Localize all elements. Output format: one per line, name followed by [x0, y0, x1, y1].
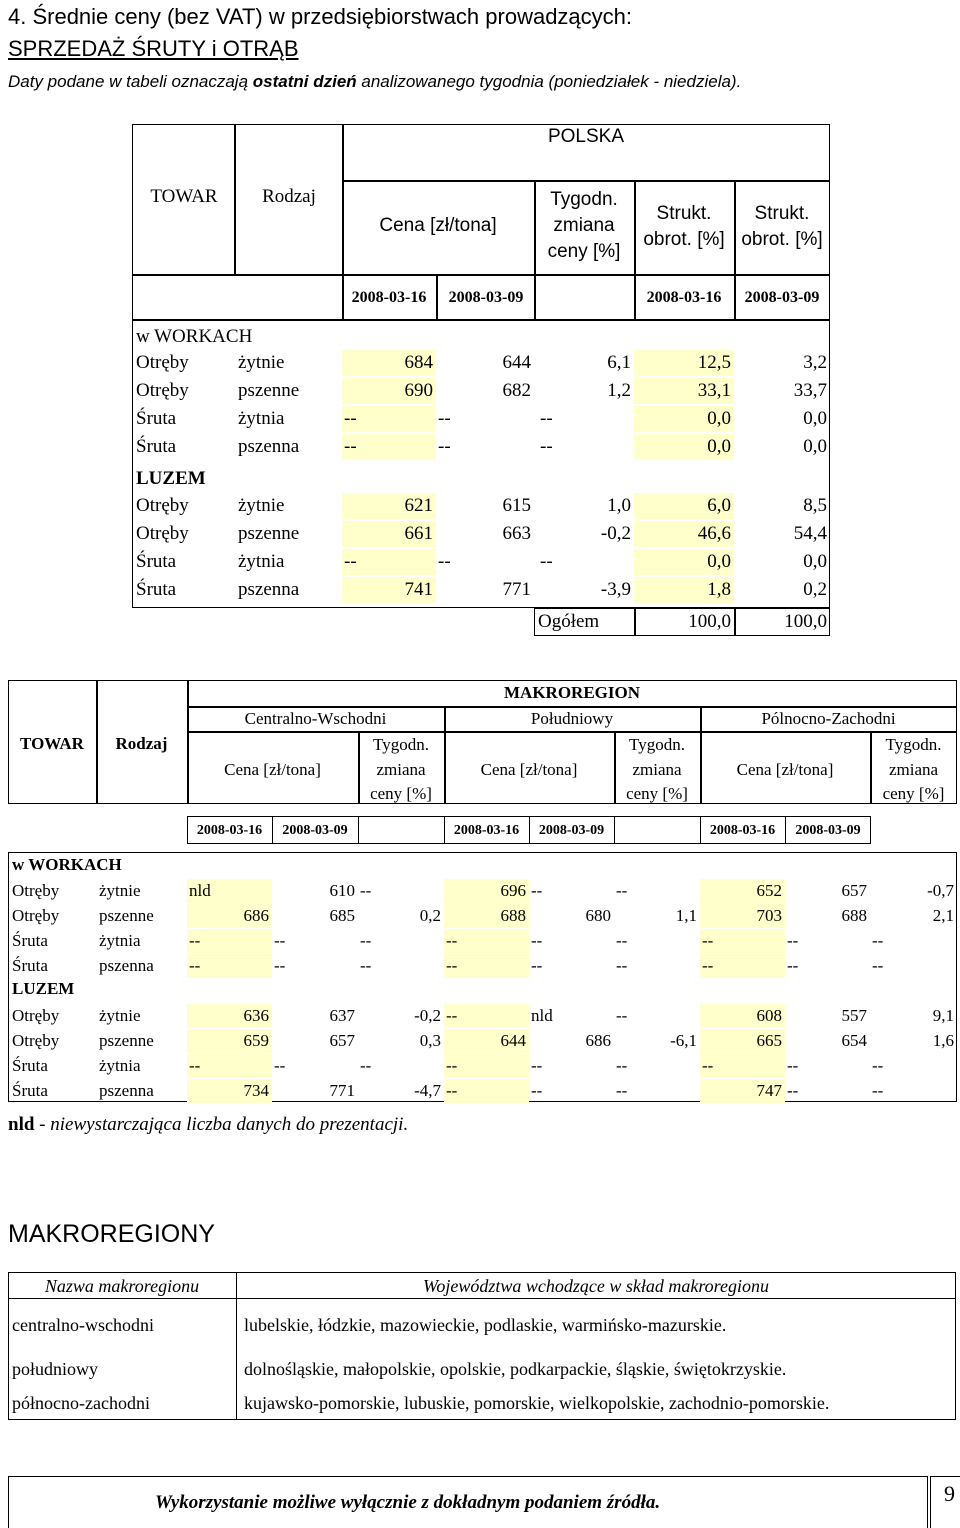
t1-cell: 644 [502, 352, 531, 373]
t2-cell: pszenne [99, 1031, 154, 1050]
t2-cell: -- [616, 1056, 628, 1075]
t2-tyg-3b: zmiana [888, 760, 939, 779]
t2-cell: -- [274, 1056, 286, 1075]
t2-cell: -- [531, 1081, 543, 1100]
t2-cell: -- [616, 931, 628, 950]
t1-polska-label: POLSKA [547, 126, 625, 147]
t1-date-1: 2008-03-16 [351, 289, 427, 306]
t2-cell: 686 [585, 1031, 611, 1050]
t2-rodzaj-header: Rodzaj [115, 734, 168, 753]
t1-cell: 6,0 [634, 493, 734, 519]
t1-cell: -- [540, 436, 553, 457]
page-subtitle: SPRZEDAŻ ŚRUTY i OTRĄB [8, 36, 299, 61]
t1-cell: Otręby [136, 352, 189, 373]
t2-cell: żytnie [99, 1006, 141, 1025]
t2-tyg-1c: ceny [%] [370, 784, 432, 803]
t1-cell: 1,2 [607, 380, 631, 401]
t2-cell: -- [360, 931, 372, 950]
t1-cell: -- [342, 434, 436, 460]
t1-cell: 1,8 [634, 577, 734, 603]
t1-cell: 661 [342, 521, 436, 547]
t2-cell: -- [274, 956, 286, 975]
t1-cell: Śruta [136, 579, 177, 600]
t1-cell: Śruta [136, 408, 177, 429]
t1-strukt-header-2a: Strukt. [754, 203, 810, 224]
t1-cell: 615 [502, 495, 531, 516]
t1-cell: pszenne [238, 523, 300, 544]
t2-cell: -- [444, 954, 529, 978]
t1-strukt-header-2b: obrot. [%] [741, 229, 823, 250]
t1-divider [342, 180, 830, 182]
t1-cell: Otręby [136, 495, 189, 516]
t1-cell: 771 [502, 579, 531, 600]
t1-cell: -- [540, 551, 553, 572]
t2-cell: -- [616, 956, 628, 975]
t2-tyg-1a: Tygodn. [373, 735, 429, 754]
t2-cell: Śruta [12, 1056, 48, 1075]
t2-cell: 644 [444, 1029, 529, 1053]
t2-cell: -- [787, 931, 799, 950]
t1-cell: Otręby [136, 523, 189, 544]
t1-cell: 0,0 [803, 551, 827, 572]
t2-cell: 696 [444, 879, 529, 903]
t2-date-3: 2008-03-16 [453, 823, 520, 838]
t2-cena-3: Cena [zł/tona] [736, 760, 834, 779]
t2-cell: 680 [585, 906, 611, 925]
t2-cell: Śruta [12, 956, 48, 975]
t1-cell: 46,6 [634, 521, 734, 547]
t2-divider [187, 731, 957, 733]
t2-cell: nld [531, 1006, 553, 1025]
t2-cell: -- [187, 1054, 272, 1078]
t1-cell: -- [342, 549, 436, 575]
t2-cell: -- [872, 1056, 884, 1075]
t2-cell: -- [700, 1054, 785, 1078]
t2-cell: -- [187, 929, 272, 953]
t2-cell: pszenna [99, 956, 154, 975]
t3-voivodeships: lubelskie, łódzkie, mazowieckie, podlaskie, warmińsko-mazurskie. [244, 1315, 727, 1335]
t2-date-1: 2008-03-16 [196, 823, 263, 838]
t2-cell: 771 [329, 1081, 355, 1100]
t2-cell: pszenna [99, 1081, 154, 1100]
t2-region-3: Pólnocno-Zachodni [761, 709, 896, 728]
t2-cell: -- [787, 1056, 799, 1075]
date-note [8, 72, 741, 92]
t2-cell: 2,1 [932, 906, 954, 925]
t2-tyg-2c: ceny [%] [626, 784, 688, 803]
date-note-pre: Daty podane w tabeli oznaczają [8, 72, 253, 91]
t1-cell: 1,0 [607, 495, 631, 516]
t2-cell: -- [360, 956, 372, 975]
t1-cell: 682 [502, 380, 531, 401]
t2-section-luzem: LUZEM [12, 979, 75, 998]
t1-cell: 33,7 [793, 380, 827, 401]
t1-date-2: 2008-03-09 [448, 289, 524, 306]
t2-tyg-2a: Tygodn. [629, 735, 685, 754]
t2-cell: -- [274, 931, 286, 950]
t1-date-3: 2008-03-16 [646, 289, 722, 306]
t1-cell: 0,2 [803, 579, 827, 600]
t2-cell: 637 [329, 1006, 355, 1025]
t2-divider [614, 816, 615, 844]
t1-cell: -3,9 [600, 579, 631, 600]
t2-cell: 657 [329, 1031, 355, 1050]
t1-cell: żytnie [238, 352, 285, 373]
t3-region-name: centralno-wschodni [12, 1315, 154, 1335]
t1-cell: Śruta [136, 551, 177, 572]
nld-explanation: - niewystarczająca liczba danych do prezentacji. [34, 1114, 409, 1135]
t2-cell: -6,1 [670, 1031, 697, 1050]
t2-cell: -- [872, 1081, 884, 1100]
t1-strukt-header-1a: Strukt. [656, 203, 712, 224]
t2-cell: 734 [187, 1079, 272, 1103]
t2-cell: 0,3 [419, 1031, 441, 1050]
t2-cell: -- [616, 1006, 628, 1025]
t1-tyg-header-3: ceny [%] [547, 241, 621, 262]
nld-abbrev: nld [8, 1114, 35, 1135]
t2-cell: -0,7 [927, 881, 954, 900]
t1-cell: 12,5 [634, 350, 734, 376]
t1-cell: 0,0 [634, 434, 734, 460]
t1-cell: 0,0 [803, 408, 827, 429]
t1-divider [132, 274, 830, 276]
t1-cell: -- [438, 436, 451, 457]
t1-cell: żytnie [238, 495, 285, 516]
t2-cell: -- [616, 881, 628, 900]
t2-cell: Otręby [12, 906, 60, 925]
t2-cell: -- [444, 929, 529, 953]
t2-cell: -- [700, 929, 785, 953]
t2-cell: 686 [187, 904, 272, 928]
t1-cell: 684 [342, 350, 436, 376]
page-number: 9 [944, 1481, 955, 1506]
t2-cell: żytnie [99, 881, 141, 900]
t2-cell: 703 [700, 904, 785, 928]
t1-total-2: 100,0 [784, 611, 827, 632]
t1-cell: 690 [342, 378, 436, 404]
t2-cell: 1,1 [675, 906, 697, 925]
t2-cena-2: Cena [zł/tona] [480, 760, 578, 779]
t2-cell: nld [187, 879, 272, 903]
t2-cell: 657 [841, 881, 867, 900]
t2-cell: Śruta [12, 931, 48, 950]
t2-cell: -- [360, 1056, 372, 1075]
t2-cell: 688 [444, 904, 529, 928]
t2-cell: Śruta [12, 1081, 48, 1100]
t1-section-luzem: LUZEM [136, 468, 206, 489]
t2-cell: 610 [329, 881, 355, 900]
t3-col2-header: Województwa wchodzące w skład makroregionu [423, 1276, 769, 1296]
t1-rodzaj-header: Rodzaj [262, 186, 316, 207]
t2-cell: Otręby [12, 1006, 60, 1025]
t2-date-4: 2008-03-09 [538, 823, 605, 838]
t1-cell: 54,4 [793, 523, 827, 544]
t2-cell: -4,7 [414, 1081, 441, 1100]
t2-cell: żytnia [99, 1056, 141, 1075]
t2-cell: -- [360, 881, 372, 900]
t3-voivodeships: dolnośląskie, małopolskie, opolskie, podkarpackie, śląskie, świętokrzyskie. [244, 1359, 787, 1379]
t2-cell: 636 [187, 1004, 272, 1028]
t2-cell: -- [700, 954, 785, 978]
t2-tyg-1b: zmiana [376, 760, 426, 779]
t2-cell: -- [444, 1079, 529, 1103]
t1-cell: -- [438, 551, 451, 572]
t1-cell: Śruta [136, 436, 177, 457]
t1-date-4: 2008-03-09 [744, 289, 820, 306]
t2-makro-label: MAKROREGION [504, 683, 640, 702]
t2-cell: -- [787, 1081, 799, 1100]
t2-cell: -- [872, 956, 884, 975]
t1-cell: 621 [342, 493, 436, 519]
t1-cell: 0,0 [803, 436, 827, 457]
t2-cell: żytnia [99, 931, 141, 950]
t2-cell: 0,2 [419, 906, 441, 925]
t2-divider [187, 706, 957, 708]
t1-cell: -- [342, 406, 436, 432]
t2-cell: Otręby [12, 1031, 60, 1050]
t1-cell: żytnia [238, 408, 285, 429]
t1-section-workach: w WORKACH [136, 326, 253, 347]
t1-total-1: 100,0 [688, 611, 731, 632]
t2-divider [358, 816, 359, 844]
t1-cell: żytnia [238, 551, 285, 572]
t3-region-name: północno-zachodni [12, 1393, 150, 1413]
t2-cell: Otręby [12, 881, 60, 900]
t1-cell: 0,0 [634, 406, 734, 432]
nld-footnote [8, 1114, 408, 1136]
t2-cell: -- [616, 1081, 628, 1100]
t1-cell: 3,2 [803, 352, 827, 373]
t2-cell: -- [531, 1056, 543, 1075]
t2-cell: 665 [700, 1029, 785, 1053]
t2-cell: pszenne [99, 906, 154, 925]
t2-cell: 557 [841, 1006, 867, 1025]
t3-col1-header: Nazwa makroregionu [44, 1276, 200, 1296]
t2-date-6: 2008-03-09 [795, 823, 861, 838]
t3-voivodeships: kujawsko-pomorskie, lubuskie, pomorskie, wielkopolskie, zachodnio-pomorskie. [244, 1393, 830, 1413]
t1-cell: pszenna [238, 579, 300, 600]
t2-cell: 652 [700, 879, 785, 903]
t1-cell: 0,0 [634, 549, 734, 575]
t1-cell: Otręby [136, 380, 189, 401]
t1-towar-header: TOWAR [150, 186, 218, 207]
date-note-bold: ostatni dzień [252, 72, 357, 91]
t2-date-2: 2008-03-09 [282, 823, 348, 838]
t2-region-1: Centralno-Wschodni [244, 709, 387, 728]
t2-cell: 747 [700, 1079, 785, 1103]
t1-cell: pszenne [238, 380, 300, 401]
t1-cell: -- [438, 408, 451, 429]
t2-cell: -- [787, 956, 799, 975]
t3-region-name: południowy [12, 1359, 99, 1379]
t2-cena-1: Cena [zł/tona] [224, 760, 321, 779]
footer-text: Wykorzystanie możliwe wyłącznie z dokładnym podaniem źródła. [155, 1492, 661, 1513]
t1-cell: -- [540, 408, 553, 429]
t2-tyg-3a: Tygodn. [885, 735, 942, 754]
t2-cell: -- [444, 1004, 529, 1028]
t1-cena-header: Cena [zł/tona] [379, 215, 497, 236]
t2-cell: -- [872, 931, 884, 950]
t2-cell: -- [531, 956, 543, 975]
t2-cell: 685 [329, 906, 355, 925]
t2-cell: -- [444, 1054, 529, 1078]
t1-tyg-header-2: zmiana [553, 215, 615, 236]
t3-divider [8, 1298, 956, 1299]
t1-cell: 33,1 [634, 378, 734, 404]
makroregiony-heading: MAKROREGIONY [8, 1220, 215, 1248]
t1-tyg-header-1: Tygodn. [550, 189, 618, 210]
t1-cell: 6,1 [607, 352, 631, 373]
t2-region-2: Południowy [530, 709, 614, 728]
t1-cell: 663 [502, 523, 531, 544]
t1-cell: -0,2 [600, 523, 631, 544]
t2-cell: 654 [841, 1031, 867, 1050]
t2-cell: 1,6 [932, 1031, 954, 1050]
t2-cell: -- [531, 881, 543, 900]
t1-strukt-header-1b: obrot. [%] [643, 229, 725, 250]
t2-cell: 608 [700, 1004, 785, 1028]
t2-cell: -0,2 [414, 1006, 441, 1025]
t2-cell: -- [187, 954, 272, 978]
t1-total-label: Ogółem [538, 611, 600, 632]
t2-date-5: 2008-03-16 [709, 823, 776, 838]
t2-cell: 9,1 [932, 1006, 954, 1025]
t2-section-workach: w WORKACH [12, 855, 122, 874]
t1-cell: 8,5 [803, 495, 827, 516]
t2-towar-header: TOWAR [20, 734, 84, 753]
t2-cell: 659 [187, 1029, 272, 1053]
t1-cell: 741 [342, 577, 436, 603]
t2-cell: -- [531, 931, 543, 950]
t1-cell: pszenna [238, 436, 300, 457]
t2-tyg-2b: zmiana [632, 760, 682, 779]
t2-tyg-3c: ceny [%] [882, 784, 945, 803]
page-title: 4. Średnie ceny (bez VAT) w przedsiębiorstwach prowadzących: [8, 4, 633, 29]
t2-cell: 688 [841, 906, 867, 925]
date-note-post: analizowanego tygodnia (poniedziałek - niedziela). [356, 72, 742, 91]
